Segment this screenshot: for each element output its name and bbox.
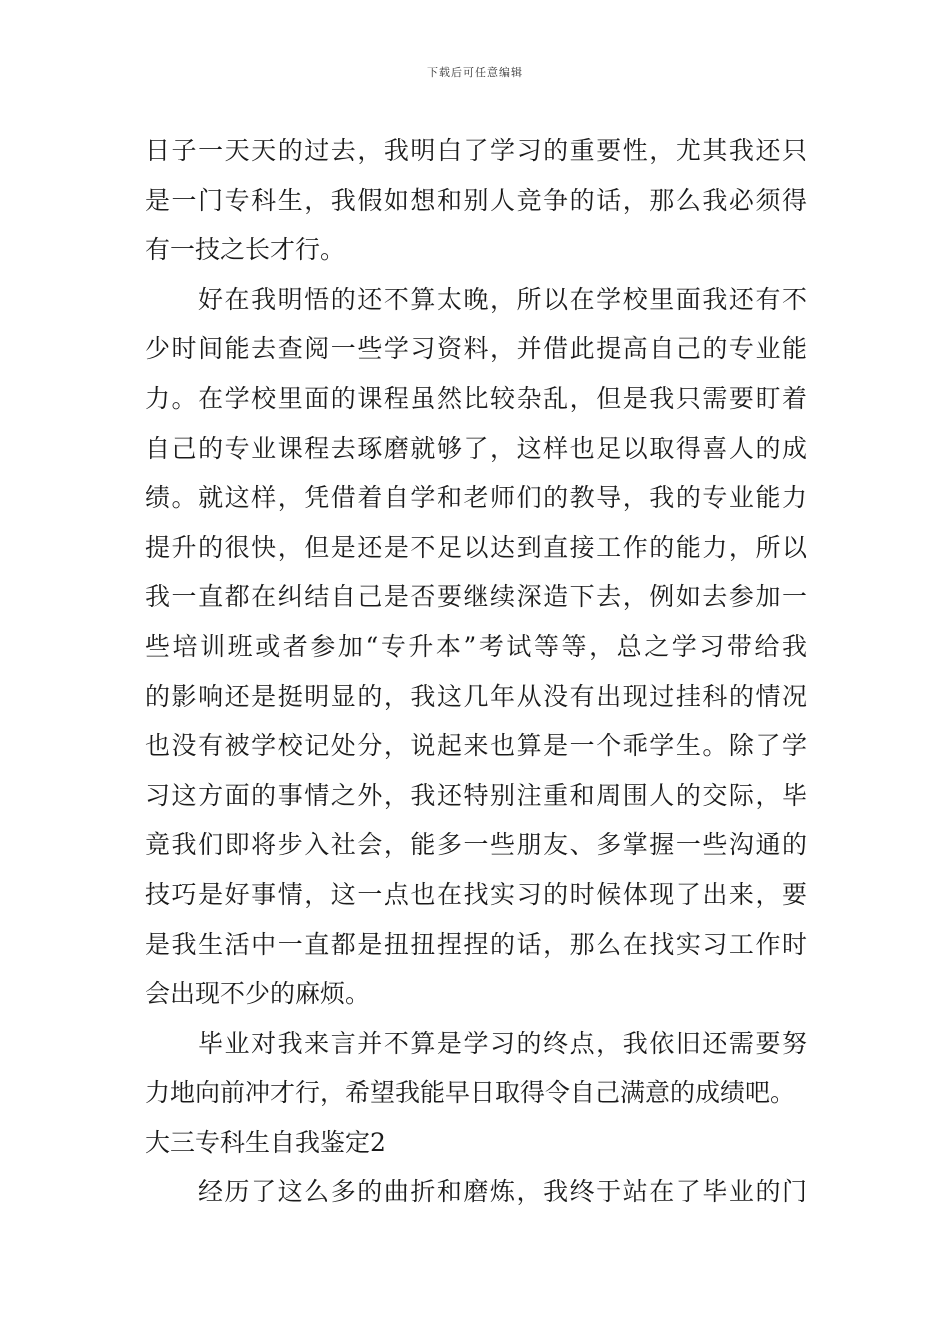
text-line: 有一技之长才行。 [145, 235, 346, 265]
paragraph [145, 1019, 807, 1118]
text-line: 的影响还是挺明显的，我这几年从没有出现过挂科的情况 [145, 681, 807, 711]
paragraph [145, 126, 807, 275]
text-line: 是我生活中一直都是扭扭捏捏的话，那么在找实习工作时 [145, 929, 807, 959]
text-line: 好在我明悟的还不算太晚，所以在学校里面我还有不 [198, 284, 807, 314]
text-line: 技巧是好事情，这一点也在找实习的时候体现了出来，要 [145, 879, 807, 909]
text-line: 力地向前冲才行，希望我能早日取得令自己满意的成绩吧。 [145, 1078, 796, 1108]
text-line: 些培训班或者参加“专升本”考试等等，总之学习带给我 [145, 631, 807, 661]
paragraph [145, 275, 807, 1019]
text-line: 我一直都在纠结自己是否要继续深造下去，例如去参加一 [145, 582, 807, 612]
text-line: 提升的很快，但是还是不足以达到直接工作的能力，所以 [145, 532, 807, 562]
text-line: 经历了这么多的曲折和磨炼，我终于站在了毕业的门 [198, 1177, 807, 1207]
text-line: 力。在学校里面的课程虽然比较杂乱，但是我只需要盯着 [145, 383, 807, 413]
text-line: 日子一天天的过去，我明白了学习的重要性，尤其我还只 [145, 136, 807, 165]
text-line: 毕业对我来言并不算是学习的终点，我依旧还需要努 [198, 1028, 807, 1058]
section-heading [145, 1118, 807, 1168]
text-line: 竟我们即将步入社会，能多一些朋友、多掌握一些沟通的 [145, 830, 807, 860]
text-line: 自己的专业课程去琢磨就够了，这样也足以取得喜人的成 [145, 433, 807, 463]
paragraph [145, 1167, 807, 1217]
section-heading-text: 大三专科生自我鉴定2 [145, 1127, 386, 1157]
text-line: 习这方面的事情之外，我还特别注重和周围人的交际，毕 [145, 780, 807, 810]
header-note: 下载后可任意编辑 [427, 66, 523, 79]
text-line: 会出现不少的麻烦。 [145, 979, 371, 1009]
text-line: 少时间能去查阅一些学习资料，并借此提高自己的专业能 [145, 334, 807, 364]
text-line: 是一门专科生，我假如想和别人竞争的话，那么我必须得 [145, 185, 807, 215]
text-line: 绩。就这样，凭借着自学和老师们的教导，我的专业能力 [145, 483, 807, 513]
document-body [145, 126, 807, 1217]
text-line: 也没有被学校记处分，说起来也算是一个乖学生。除了学 [145, 731, 807, 761]
